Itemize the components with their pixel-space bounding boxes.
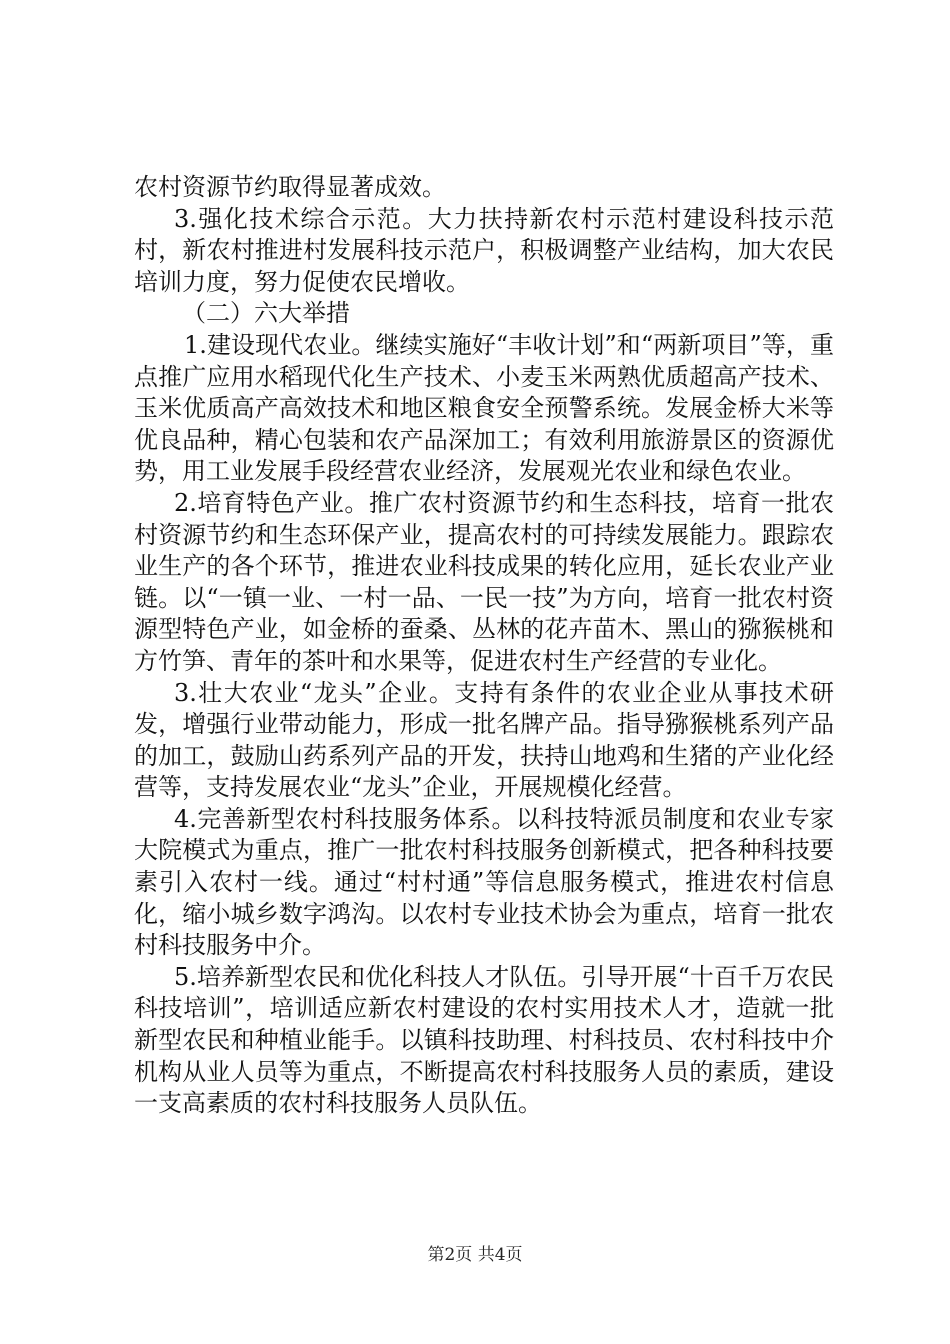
document-body <box>134 172 834 1120</box>
paragraph-item-3-demonstration: 3.强化技术综合示范。大力扶持新农村示范村建设科技示范村，新农村推进村发展科技示范户，积极调整产业结构，加大农民培训力度，努力促使农民增收。 <box>134 204 834 296</box>
paragraph-item-1-modern-agriculture: 1.建设现代农业。继续实施好“丰收计划”和“两新项目”等，重点推广应用水稻现代化生产技术、小麦玉米两熟优质超高产技术、玉米优质高产高效技术和地区粮食安全预警系统。发展金桥大米等优良品种，精心包装和农产品深加工；有效利用旅游景区的资源优势，用工业发展手段经营农业经济，发展观光农业和绿色农业。 <box>134 330 834 486</box>
paragraph-item-2-specialty-industry: 2.培育特色产业。推广农村资源节约和生态科技，培育一批农村资源节约和生态环保产业，提高农村的可持续发展能力。跟踪农业生产的各个环节，推进农业科技成果的转化应用，延长农业产业链。以“一镇一业、一村一品、一民一技”为方向，培育一批农村资源型特色产业，如金桥的蚕桑、丛林的花卉苗木、黑山的猕猴桃和方竹笋、青年的茶叶和水果等，促进农村生产经营的专业化。 <box>134 488 834 675</box>
section-heading-six-measures: （二）六大举措 <box>182 299 350 328</box>
paragraph-item-3-leading-enterprises: 3.壮大农业“龙头”企业。支持有条件的农业企业从事技术研发，增强行业带动能力，形成一批名牌产品。指导猕猴桃系列产品的加工，鼓励山药系列产品的开发，扶持山地鸡和生猪的产业化经营等，支持发展农业“龙头”企业，开展规模化经营。 <box>134 678 834 802</box>
paragraph-item-5-talent-training: 5.培养新型农民和优化科技人才队伍。引导开展“十百千万农民科技培训”，培训适应新农村建设的农村实用技术人才，造就一批新型农民和种植业能手。以镇科技助理、村科技员、农村科技中介机构从业人员等为重点，不断提高农村科技服务人员的素质，建设一支高素质的农村科技服务人员队伍。 <box>134 962 834 1118</box>
paragraph-item-4-service-system: 4.完善新型农村科技服务体系。以科技特派员制度和农业专家大院模式为重点，推广一批农村科技服务创新模式，把各种科技要素引入农村一线。通过“村村通”等信息服务模式，推进农村信息化，缩小城乡数字鸿沟。以农村专业技术协会为重点，培育一批农村科技服务中介。 <box>134 804 834 960</box>
page-number-footer: 第2页 共4页 <box>427 1245 523 1265</box>
paragraph-continuation: 农村资源节约取得显著成效。 <box>134 173 446 201</box>
